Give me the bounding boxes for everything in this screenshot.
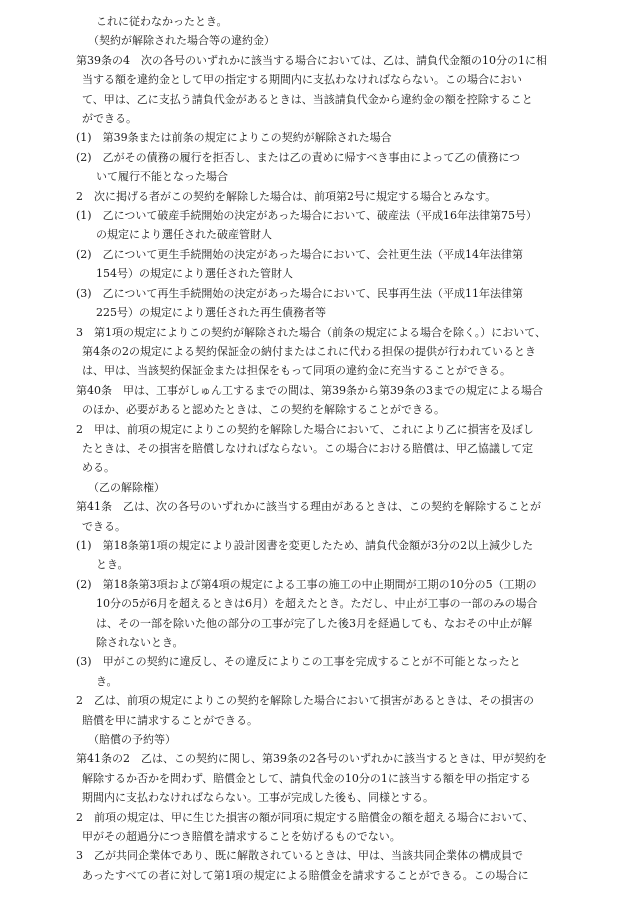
text-line: 154号）の規定により選任された管財人 — [96, 267, 293, 281]
text-line: (1) 第18条第1項の規定により設計図書を変更したため、請負代金額が3分の2以上減少した — [76, 538, 534, 552]
text-line: 第4条の2の規定による契約保証金の納付またはこれに代わる担保の提供が行われているとき — [82, 344, 536, 358]
text-line: これに従わなかったとき。 — [96, 15, 228, 28]
text-line: (2) 第18条第3項および第4項の規定による工事の施工の中止期間が工期の10分の5（工期の — [76, 577, 537, 591]
text-line: あったすべての者に対して第1項の規定による賠償金を請求することができる。この場合に — [82, 868, 529, 882]
text-line: は、甲は、当該契約保証金または担保をもって同項の違約金に充当することができる。 — [82, 364, 511, 378]
text-line: たときは、その損害を賠償しなければならない。この場合における賠償は、甲乙協議して定 — [82, 441, 533, 455]
text-line: いて履行不能となった場合 — [96, 170, 228, 184]
text-line: 第41条の2 乙は、この契約に関し、第39条の2各号のいずれかに該当するときは、甲が契約を — [76, 752, 547, 766]
text-line: とき。 — [96, 558, 129, 572]
text-line: 除されないとき。 — [96, 636, 184, 649]
text-line: (1) 第39条または前条の規定によりこの契約が解除された場合 — [76, 131, 392, 145]
text-line: 3 第1項の規定によりこの契約が解除された場合（前条の規定による場合を除く。）において、 — [76, 325, 547, 339]
text-line: は、その一部を除いた他の部分の工事が完了した後3月を経過しても、なおその中止が解 — [96, 616, 532, 630]
text-line: める。 — [82, 461, 115, 475]
text-line: 第41条 乙は、次の各号のいずれかに該当する理由があるときは、この契約を解除することが — [76, 500, 541, 514]
text-line: (2) 乙がその債務の履行を拒否し、または乙の責めに帰すべき事由によって乙の債務につ — [76, 150, 521, 164]
text-line: (3) 甲がこの契約に違反し、その違反によりこの工事を完成することが不可能となったと — [76, 655, 521, 669]
text-line: 当する額を違約金として甲の指定する期間内に支払わなければならない。この場合におい — [82, 73, 522, 87]
text-line: (1) 乙について破産手続開始の決定があった場合において、破産法（平成16年法律第75号） — [76, 209, 538, 223]
text-line: ができる。 — [82, 112, 137, 126]
text-line: 2 乙は、前項の規定によりこの契約を解除した場合において損害があるときは、その損害の — [76, 694, 534, 708]
text-line: 2 次に掲げる者がこの契約を解除した場合は、前項第2号に規定する場合とみなす。 — [76, 189, 497, 203]
text-line: の規定により選任された破産管財人 — [96, 228, 272, 242]
text-line: (2) 乙について更生手続開始の決定があった場合において、会社更生法（平成14年法律第 — [76, 247, 524, 261]
text-line: 2 甲は、前項の規定によりこの契約を解除した場合において、これにより乙に損害を及ぼし — [76, 422, 534, 436]
text-line: （契約が解除された場合等の違約金） — [88, 34, 275, 48]
text-line: 期間内に支払わなければならない。工事が完成した後も、同様とする。 — [82, 791, 434, 805]
text-line: 第39条の4 次の各号のいずれかに該当する場合においては、乙は、請負代金額の10分の1に相 — [76, 53, 547, 67]
text-line: 2 前項の規定は、甲に生じた損害の額が同項に規定する賠償金の額を超える場合において、 — [76, 810, 534, 824]
text-line: て、甲は、乙に支払う請負代金があるときは、当該請負代金から違約金の額を控除すること — [82, 92, 533, 106]
text-line: (3) 乙について再生手続開始の決定があった場合において、民事再生法（平成11年法律第 — [76, 286, 524, 300]
text-line: 3 乙が共同企業体であり、既に解散されているときは、甲は、当該共同企業体の構成員で — [76, 849, 523, 863]
text-line: できる。 — [82, 519, 126, 533]
text-line: 解除するか否かを問わず、賠償金として、請負代金の10分の1に該当する額を甲の指定する — [82, 771, 531, 785]
text-line: のほか、必要があると認めたときは、この契約を解除することができる。 — [82, 403, 445, 417]
text-line: 第40条 甲は、工事がしゅん工するまでの間は、第39条から第39条の3までの規定による場合 — [76, 383, 543, 397]
text-line: 225号）の規定により選任された再生債務者等 — [96, 306, 326, 320]
text-line: 10分の5が6月を超えるときは6月）を超えたとき。ただし、中止が工事の一部のみの場合 — [96, 597, 538, 611]
text-line: （賠償の予約等） — [88, 733, 176, 747]
text-line: 賠償を甲に請求することができる。 — [82, 713, 258, 727]
text-line: き。 — [96, 674, 118, 688]
document-page — [0, 12, 630, 885]
text-line: （乙の解除権） — [88, 480, 165, 494]
text-line: 甲がその超過分につき賠償を請求することを妨げるものでない。 — [82, 830, 401, 844]
